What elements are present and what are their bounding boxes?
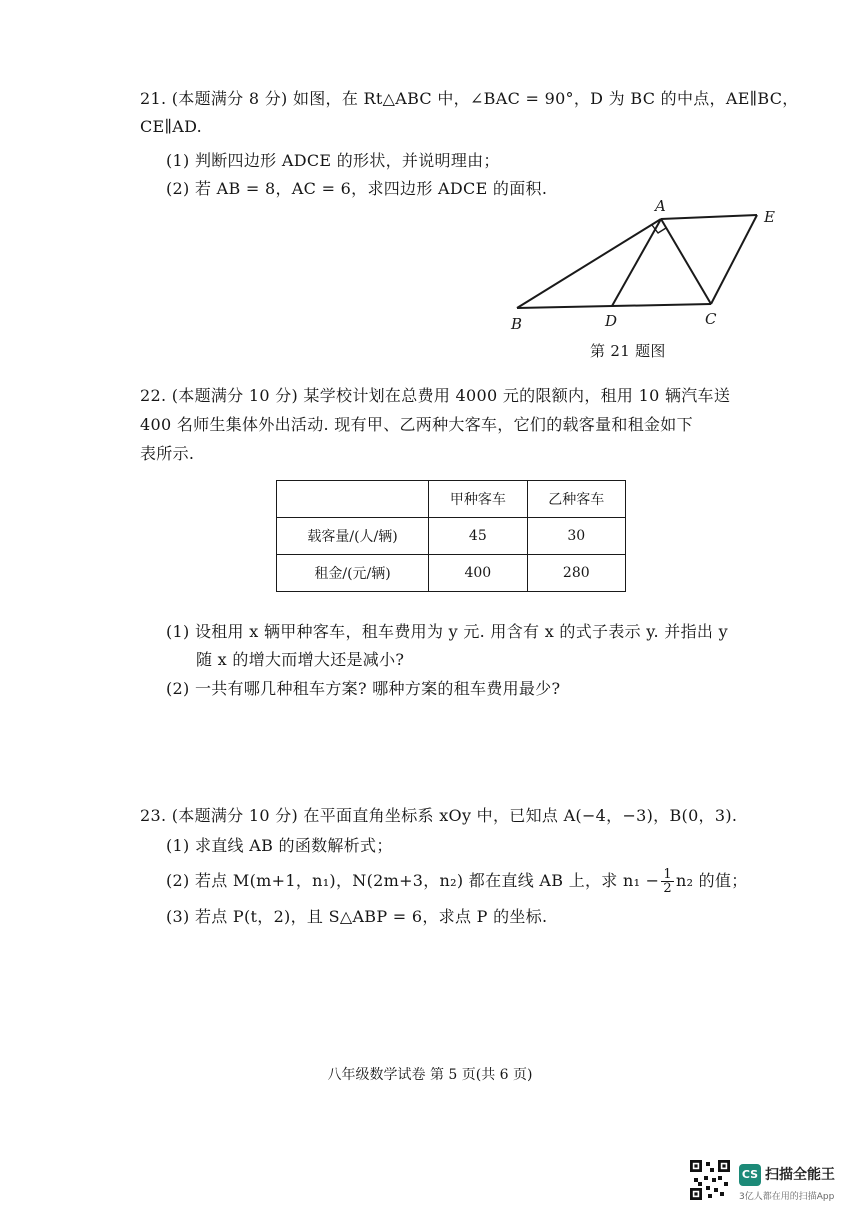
q21-figure-caption: 第 21 题图 — [590, 342, 666, 360]
label-D: D — [605, 312, 618, 330]
table-cell: 租金/(元/辆) — [277, 555, 429, 592]
q23-part2-text-a: (2) 若点 M(m+1，n₁)，N(2m+3，n₂) 都在直线 AB 上，求 n₁ − — [166, 871, 660, 890]
right-angle-mark — [652, 225, 666, 233]
q23-part1: (1) 求直线 AB 的函数解析式； — [166, 836, 393, 855]
fraction-denominator: 2 — [663, 881, 672, 896]
scanner-tagline: 3亿人都在用的扫描App — [739, 1192, 835, 1202]
fraction-numerator: 1 — [663, 867, 672, 882]
table-row — [277, 518, 626, 555]
label-B: B — [511, 315, 523, 333]
table-cell: 30 — [527, 518, 625, 555]
table-cell: 400 — [429, 555, 527, 592]
table-cell: 45 — [429, 518, 527, 555]
table-cell: 280 — [527, 555, 625, 592]
q23-part2 — [166, 868, 748, 895]
q22-part1-b: 随 x 的增大而增大还是减小? — [196, 650, 405, 669]
q21-line1: 21. (本题满分 8 分) 如图，在 Rt△ABC 中，∠BAC = 90°，D 为 BC 的中点，AE∥BC， — [140, 89, 799, 108]
q22-part1-a: (1) 设租用 x 辆甲种客车，租车费用为 y 元. 用含有 x 的式子表示 y. 并指出 y — [166, 622, 728, 641]
segment-CE — [711, 215, 757, 304]
table-header-cell — [277, 481, 429, 518]
qr-code-icon — [690, 1160, 730, 1200]
segment-AC — [661, 219, 711, 304]
q22-line1: 22. (本题满分 10 分) 某学校计划在总费用 4000 元的限额内，租用 10 辆汽车送 — [140, 386, 731, 405]
bus-rental-table — [276, 480, 626, 592]
table-cell: 载客量/(人/辆) — [277, 518, 429, 555]
q21-part2: (2) 若 AB = 8，AC = 6，求四边形 ADCE 的面积. — [166, 179, 548, 198]
q23-line1: 23. (本题满分 10 分) 在平面直角坐标系 xOy 中，已知点 A(−4，−3)，B(0，3). — [140, 806, 738, 825]
label-C: C — [705, 310, 717, 328]
table-header-cell: 甲种客车 — [429, 481, 527, 518]
segment-BC — [517, 304, 711, 308]
segment-AB — [517, 219, 661, 308]
scanner-brand: 扫描全能王 — [765, 1167, 835, 1183]
label-A: A — [655, 197, 666, 215]
q21-line2: CE∥AD. — [140, 117, 203, 136]
q22-line2: 400 名师生集体外出活动. 现有甲、乙两种大客车，它们的载客量和租金如下 — [140, 415, 693, 434]
label-E: E — [764, 208, 775, 226]
segment-AD — [612, 219, 661, 306]
scanner-logo-icon: CS — [739, 1164, 761, 1186]
table-header-cell: 乙种客车 — [527, 481, 625, 518]
q22-part2: (2) 一共有哪几种租车方案? 哪种方案的租车费用最少? — [166, 679, 561, 698]
table-header-row — [277, 481, 626, 518]
page-footer: 八年级数学试卷 第 5 页(共 6 页) — [327, 1067, 533, 1083]
q23-part3: (3) 若点 P(t，2)，且 S△ABP = 6，求点 P 的坐标. — [166, 907, 548, 926]
q21-part1: (1) 判断四边形 ADCE 的形状，并说明理由； — [166, 151, 500, 170]
segment-AE — [661, 215, 757, 219]
q22-line3: 表所示. — [140, 444, 195, 463]
fraction-one-half — [661, 868, 674, 895]
table-row — [277, 555, 626, 592]
q23-part2-text-b: n₂ 的值； — [675, 871, 748, 890]
